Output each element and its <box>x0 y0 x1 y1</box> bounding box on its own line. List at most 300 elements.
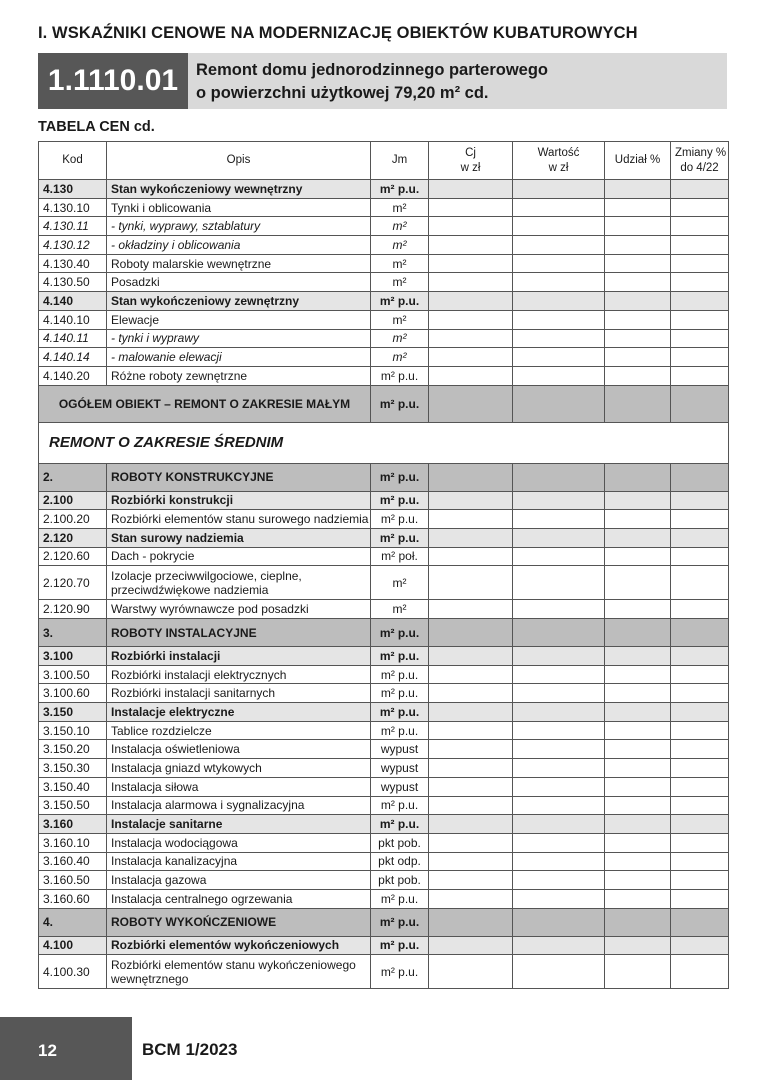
cell-wartosc <box>513 236 605 255</box>
cell-jm: pkt pob. <box>371 833 429 852</box>
cell-cj <box>429 955 513 989</box>
cell-kod: 3.100.60 <box>39 684 107 703</box>
cell-wartosc <box>513 665 605 684</box>
cell-jm: m² p.u. <box>371 815 429 834</box>
cell-zmiany <box>671 908 729 936</box>
cell-jm: m² p.u. <box>371 292 429 311</box>
cell-udzial <box>605 852 671 871</box>
cell-opis: Rozbiórki elementów stanu surowego nadziemia <box>107 510 371 529</box>
cell-zmiany <box>671 703 729 722</box>
cell-cj <box>429 273 513 292</box>
cell-jm: m² <box>371 217 429 236</box>
cell-udzial <box>605 273 671 292</box>
cell-kod: 3.150.50 <box>39 796 107 815</box>
cell-wartosc <box>513 491 605 510</box>
cell-zmiany <box>671 236 729 255</box>
cell-kod: 3.150.40 <box>39 777 107 796</box>
cell-kod: 2.120 <box>39 528 107 547</box>
cell-opis: Instalacje sanitarne <box>107 815 371 834</box>
cell-jm: m² p.u. <box>371 510 429 529</box>
cell-jm: m² p.u. <box>371 665 429 684</box>
cell-cj <box>429 908 513 936</box>
cell-udzial <box>605 348 671 367</box>
cell-cj <box>429 815 513 834</box>
cell-opis: Stan surowy nadziemia <box>107 528 371 547</box>
cell-opis: ROBOTY WYKOŃCZENIOWE <box>107 908 371 936</box>
cell-wartosc <box>513 528 605 547</box>
table-row <box>39 665 729 684</box>
cell-udzial <box>605 703 671 722</box>
cell-opis: Dach - pokrycie <box>107 547 371 566</box>
cell-cj <box>429 180 513 199</box>
cell-opis: Instalacja oświetleniowa <box>107 740 371 759</box>
cell-udzial <box>605 310 671 329</box>
cell-opis: Instalacje elektryczne <box>107 703 371 722</box>
table-row <box>39 936 729 955</box>
cell-cj <box>429 217 513 236</box>
cell-kod: 2.100 <box>39 491 107 510</box>
cell-opis: ROBOTY INSTALACYJNE <box>107 619 371 647</box>
total-jm: m² p.u. <box>371 385 429 422</box>
cell-zmiany <box>671 292 729 311</box>
total-wartosc <box>513 385 605 422</box>
cell-opis: - okładziny i oblicowania <box>107 236 371 255</box>
cell-kod: 4.130.12 <box>39 236 107 255</box>
object-description <box>188 53 727 109</box>
cell-jm: pkt pob. <box>371 871 429 890</box>
cell-udzial <box>605 217 671 236</box>
cell-kod: 3.160.10 <box>39 833 107 852</box>
cell-kod: 3.160.50 <box>39 871 107 890</box>
cell-udzial <box>605 955 671 989</box>
table-row <box>39 180 729 199</box>
cell-cj <box>429 366 513 385</box>
header-zmiany-line2: do 4/22 <box>680 161 719 174</box>
cell-udzial <box>605 600 671 619</box>
table-row <box>39 463 729 491</box>
cell-cj <box>429 198 513 217</box>
cell-udzial <box>605 236 671 255</box>
total-cj <box>429 385 513 422</box>
cell-cj <box>429 665 513 684</box>
page-number: 12 <box>38 1041 57 1060</box>
table-row <box>39 721 729 740</box>
cell-jm: m² p.u. <box>371 889 429 908</box>
cell-opis: Posadzki <box>107 273 371 292</box>
cell-zmiany <box>671 721 729 740</box>
cell-wartosc <box>513 852 605 871</box>
cell-kod: 4.100.30 <box>39 955 107 989</box>
table-row <box>39 684 729 703</box>
header-wartosc <box>513 142 605 180</box>
publication-label: BCM 1/2023 <box>142 1040 238 1059</box>
cell-kod: 4.140 <box>39 292 107 311</box>
cell-zmiany <box>671 310 729 329</box>
cell-kod: 2.100.20 <box>39 510 107 529</box>
cell-opis: Rozbiórki elementów stanu wykończeniowego wewnętrznego <box>107 955 371 989</box>
cell-opis: Instalacja centralnego ogrzewania <box>107 889 371 908</box>
cell-jm: m² p.u. <box>371 955 429 989</box>
table-row <box>39 619 729 647</box>
cell-zmiany <box>671 796 729 815</box>
cell-udzial <box>605 889 671 908</box>
table-row <box>39 292 729 311</box>
total-zmiany <box>671 385 729 422</box>
cell-udzial <box>605 528 671 547</box>
cell-cj <box>429 254 513 273</box>
description-line-1: Remont domu jednorodzinnego parterowego <box>196 61 548 79</box>
cell-wartosc <box>513 889 605 908</box>
table-row <box>39 759 729 778</box>
cell-jm: m² <box>371 600 429 619</box>
cell-wartosc <box>513 547 605 566</box>
total-udzial <box>605 385 671 422</box>
header-cj-line1: Cj <box>465 146 476 159</box>
cell-udzial <box>605 329 671 348</box>
page-number-box <box>0 1017 132 1080</box>
table-row <box>39 566 729 600</box>
cell-udzial <box>605 833 671 852</box>
cell-kod: 3.150.10 <box>39 721 107 740</box>
section-heading-row <box>39 422 729 463</box>
table-body-medium-renovation <box>39 463 729 989</box>
cell-udzial <box>605 566 671 600</box>
cell-zmiany <box>671 273 729 292</box>
cell-kod: 4. <box>39 908 107 936</box>
cell-udzial <box>605 908 671 936</box>
cell-opis: - tynki i wyprawy <box>107 329 371 348</box>
cell-udzial <box>605 198 671 217</box>
cell-zmiany <box>671 647 729 666</box>
cell-opis: Instalacja siłowa <box>107 777 371 796</box>
cell-jm: m² <box>371 273 429 292</box>
cell-udzial <box>605 759 671 778</box>
description-line-2: o powierzchni użytkowej 79,20 m² cd. <box>196 84 489 102</box>
cell-kod: 4.140.10 <box>39 310 107 329</box>
cell-cj <box>429 703 513 722</box>
cell-opis: Stan wykończeniowy wewnętrzny <box>107 180 371 199</box>
cell-wartosc <box>513 566 605 600</box>
table-row <box>39 329 729 348</box>
cell-jm: m² p.u. <box>371 463 429 491</box>
cell-wartosc <box>513 463 605 491</box>
table-row <box>39 889 729 908</box>
table-row <box>39 254 729 273</box>
cell-udzial <box>605 619 671 647</box>
header-wartosc-line1: Wartość <box>537 146 580 159</box>
cell-zmiany <box>671 254 729 273</box>
cell-opis: Rozbiórki instalacji <box>107 647 371 666</box>
cell-opis: Instalacja wodociągowa <box>107 833 371 852</box>
object-code-badge: 1.1110.01 <box>38 53 188 109</box>
cell-opis: Rozbiórki konstrukcji <box>107 491 371 510</box>
cell-kod: 4.130 <box>39 180 107 199</box>
cell-kod: 4.130.50 <box>39 273 107 292</box>
cell-zmiany <box>671 684 729 703</box>
header-opis: Opis <box>107 142 371 180</box>
cell-wartosc <box>513 510 605 529</box>
cell-wartosc <box>513 254 605 273</box>
cell-cj <box>429 852 513 871</box>
cell-kod: 2.120.60 <box>39 547 107 566</box>
table-row <box>39 955 729 989</box>
cell-zmiany <box>671 180 729 199</box>
cell-zmiany <box>671 528 729 547</box>
table-row <box>39 547 729 566</box>
table-row <box>39 198 729 217</box>
cell-jm: m² <box>371 236 429 255</box>
cell-wartosc <box>513 759 605 778</box>
cell-cj <box>429 647 513 666</box>
cell-udzial <box>605 510 671 529</box>
table-row <box>39 796 729 815</box>
cell-udzial <box>605 647 671 666</box>
cell-zmiany <box>671 955 729 989</box>
cell-kod: 3.160 <box>39 815 107 834</box>
cell-cj <box>429 310 513 329</box>
cell-opis: Rozbiórki instalacji elektrycznych <box>107 665 371 684</box>
cell-cj <box>429 510 513 529</box>
table-body-small-renovation <box>39 180 729 386</box>
cell-wartosc <box>513 647 605 666</box>
table-row <box>39 777 729 796</box>
table-row <box>39 600 729 619</box>
cell-udzial <box>605 292 671 311</box>
table-row <box>39 908 729 936</box>
table-row <box>39 310 729 329</box>
cell-kod: 3.150 <box>39 703 107 722</box>
cell-zmiany <box>671 491 729 510</box>
table-label: TABELA CEN cd. <box>38 119 155 135</box>
cell-jm: m² <box>371 348 429 367</box>
cell-udzial <box>605 463 671 491</box>
section-heading: REMONT O ZAKRESIE ŚREDNIM <box>39 422 729 463</box>
header-zmiany-line1: Zmiany % <box>675 146 727 159</box>
table-row <box>39 510 729 529</box>
cell-zmiany <box>671 936 729 955</box>
table-row <box>39 491 729 510</box>
cell-cj <box>429 547 513 566</box>
cell-cj <box>429 684 513 703</box>
header-jm: Jm <box>371 142 429 180</box>
cell-jm: m² p.u. <box>371 528 429 547</box>
table-header-row <box>39 142 729 180</box>
cell-wartosc <box>513 936 605 955</box>
cell-cj <box>429 619 513 647</box>
cell-kod: 3.160.60 <box>39 889 107 908</box>
cell-kod: 4.140.14 <box>39 348 107 367</box>
cell-wartosc <box>513 273 605 292</box>
cell-udzial <box>605 777 671 796</box>
cell-wartosc <box>513 600 605 619</box>
cell-zmiany <box>671 547 729 566</box>
cell-zmiany <box>671 889 729 908</box>
cell-kod: 3.160.40 <box>39 852 107 871</box>
cell-kod: 3.100 <box>39 647 107 666</box>
cell-opis: Rozbiórki instalacji sanitarnych <box>107 684 371 703</box>
cell-opis: - tynki, wyprawy, sztablatury <box>107 217 371 236</box>
cell-jm: m² p.u. <box>371 619 429 647</box>
cell-zmiany <box>671 510 729 529</box>
cell-udzial <box>605 721 671 740</box>
cell-jm: m² p.u. <box>371 647 429 666</box>
cell-jm: m² p.u. <box>371 936 429 955</box>
cell-opis: Instalacja alarmowa i sygnalizacyjna <box>107 796 371 815</box>
cell-jm: m² <box>371 254 429 273</box>
cell-udzial <box>605 665 671 684</box>
cell-jm: pkt odp. <box>371 852 429 871</box>
price-table <box>38 141 729 989</box>
cell-wartosc <box>513 292 605 311</box>
cell-jm: wypust <box>371 777 429 796</box>
table-total-section <box>39 385 729 463</box>
cell-zmiany <box>671 600 729 619</box>
table-row <box>39 871 729 890</box>
table-row <box>39 815 729 834</box>
cell-wartosc <box>513 815 605 834</box>
cell-jm: m² p.u. <box>371 908 429 936</box>
cell-kod: 4.130.10 <box>39 198 107 217</box>
cell-opis: Warstwy wyrównawcze pod posadzki <box>107 600 371 619</box>
cell-wartosc <box>513 366 605 385</box>
cell-wartosc <box>513 955 605 989</box>
cell-opis: Roboty malarskie wewnętrzne <box>107 254 371 273</box>
header-cj <box>429 142 513 180</box>
cell-opis: Tablice rozdzielcze <box>107 721 371 740</box>
cell-zmiany <box>671 198 729 217</box>
cell-kod: 4.140.11 <box>39 329 107 348</box>
cell-opis: Instalacja gazowa <box>107 871 371 890</box>
cell-cj <box>429 740 513 759</box>
table-row <box>39 647 729 666</box>
cell-opis: Rozbiórki elementów wykończeniowych <box>107 936 371 955</box>
cell-udzial <box>605 796 671 815</box>
cell-jm: m² <box>371 198 429 217</box>
header-udzial: Udział % <box>605 142 671 180</box>
cell-wartosc <box>513 217 605 236</box>
cell-jm: m² p.u. <box>371 684 429 703</box>
cell-wartosc <box>513 180 605 199</box>
cell-zmiany <box>671 833 729 852</box>
cell-wartosc <box>513 348 605 367</box>
cell-cj <box>429 777 513 796</box>
cell-udzial <box>605 815 671 834</box>
cell-opis: Tynki i oblicowania <box>107 198 371 217</box>
cell-zmiany <box>671 777 729 796</box>
cell-wartosc <box>513 721 605 740</box>
cell-kod: 4.130.40 <box>39 254 107 273</box>
cell-wartosc <box>513 908 605 936</box>
cell-cj <box>429 936 513 955</box>
cell-jm: m² <box>371 310 429 329</box>
cell-zmiany <box>671 665 729 684</box>
cell-jm: m² poł. <box>371 547 429 566</box>
cell-cj <box>429 463 513 491</box>
cell-cj <box>429 833 513 852</box>
table-row <box>39 852 729 871</box>
cell-opis: Instalacja gniazd wtykowych <box>107 759 371 778</box>
cell-jm: m² p.u. <box>371 703 429 722</box>
cell-wartosc <box>513 198 605 217</box>
cell-zmiany <box>671 740 729 759</box>
cell-udzial <box>605 871 671 890</box>
cell-kod: 3.150.20 <box>39 740 107 759</box>
header-zmiany <box>671 142 729 180</box>
table-row <box>39 273 729 292</box>
cell-opis: Elewacje <box>107 310 371 329</box>
cell-cj <box>429 796 513 815</box>
table-row <box>39 528 729 547</box>
cell-cj <box>429 329 513 348</box>
cell-wartosc <box>513 619 605 647</box>
table-row <box>39 833 729 852</box>
cell-wartosc <box>513 329 605 348</box>
cell-udzial <box>605 547 671 566</box>
cell-opis: Stan wykończeniowy zewnętrzny <box>107 292 371 311</box>
cell-cj <box>429 236 513 255</box>
cell-udzial <box>605 491 671 510</box>
total-label: OGÓŁEM OBIEKT – REMONT O ZAKRESIE MAŁYM <box>39 385 371 422</box>
cell-opis: Różne roboty zewnętrzne <box>107 366 371 385</box>
table-row <box>39 217 729 236</box>
cell-zmiany <box>671 619 729 647</box>
cell-zmiany <box>671 815 729 834</box>
cell-opis: Izolacje przeciwwilgociowe, cieplne, przeciwdźwiękowe nadziemia <box>107 566 371 600</box>
cell-jm: m² p.u. <box>371 366 429 385</box>
cell-kod: 2. <box>39 463 107 491</box>
cell-jm: m² <box>371 566 429 600</box>
cell-wartosc <box>513 777 605 796</box>
cell-jm: m² <box>371 329 429 348</box>
cell-jm: m² p.u. <box>371 180 429 199</box>
cell-cj <box>429 889 513 908</box>
cell-wartosc <box>513 310 605 329</box>
table-row <box>39 740 729 759</box>
cell-opis: Instalacja kanalizacyjna <box>107 852 371 871</box>
cell-udzial <box>605 684 671 703</box>
cell-udzial <box>605 180 671 199</box>
cell-kod: 3.100.50 <box>39 665 107 684</box>
cell-jm: m² p.u. <box>371 796 429 815</box>
cell-zmiany <box>671 463 729 491</box>
cell-opis: ROBOTY KONSTRUKCYJNE <box>107 463 371 491</box>
cell-cj <box>429 600 513 619</box>
cell-cj <box>429 528 513 547</box>
cell-cj <box>429 292 513 311</box>
cell-zmiany <box>671 871 729 890</box>
cell-jm: m² p.u. <box>371 721 429 740</box>
cell-jm: wypust <box>371 759 429 778</box>
section-title: I. WSKAŹNIKI CENOWE NA MODERNIZACJĘ OBIEKTÓW KUBATUROWYCH <box>38 24 638 42</box>
total-row <box>39 385 729 422</box>
cell-zmiany <box>671 852 729 871</box>
table-row <box>39 366 729 385</box>
cell-kod: 2.120.70 <box>39 566 107 600</box>
cell-zmiany <box>671 348 729 367</box>
table-row <box>39 703 729 722</box>
cell-wartosc <box>513 684 605 703</box>
cell-cj <box>429 566 513 600</box>
cell-cj <box>429 348 513 367</box>
header-kod: Kod <box>39 142 107 180</box>
cell-wartosc <box>513 703 605 722</box>
cell-udzial <box>605 254 671 273</box>
cell-zmiany <box>671 217 729 236</box>
cell-kod: 2.120.90 <box>39 600 107 619</box>
cell-cj <box>429 759 513 778</box>
cell-jm: m² p.u. <box>371 491 429 510</box>
cell-zmiany <box>671 329 729 348</box>
